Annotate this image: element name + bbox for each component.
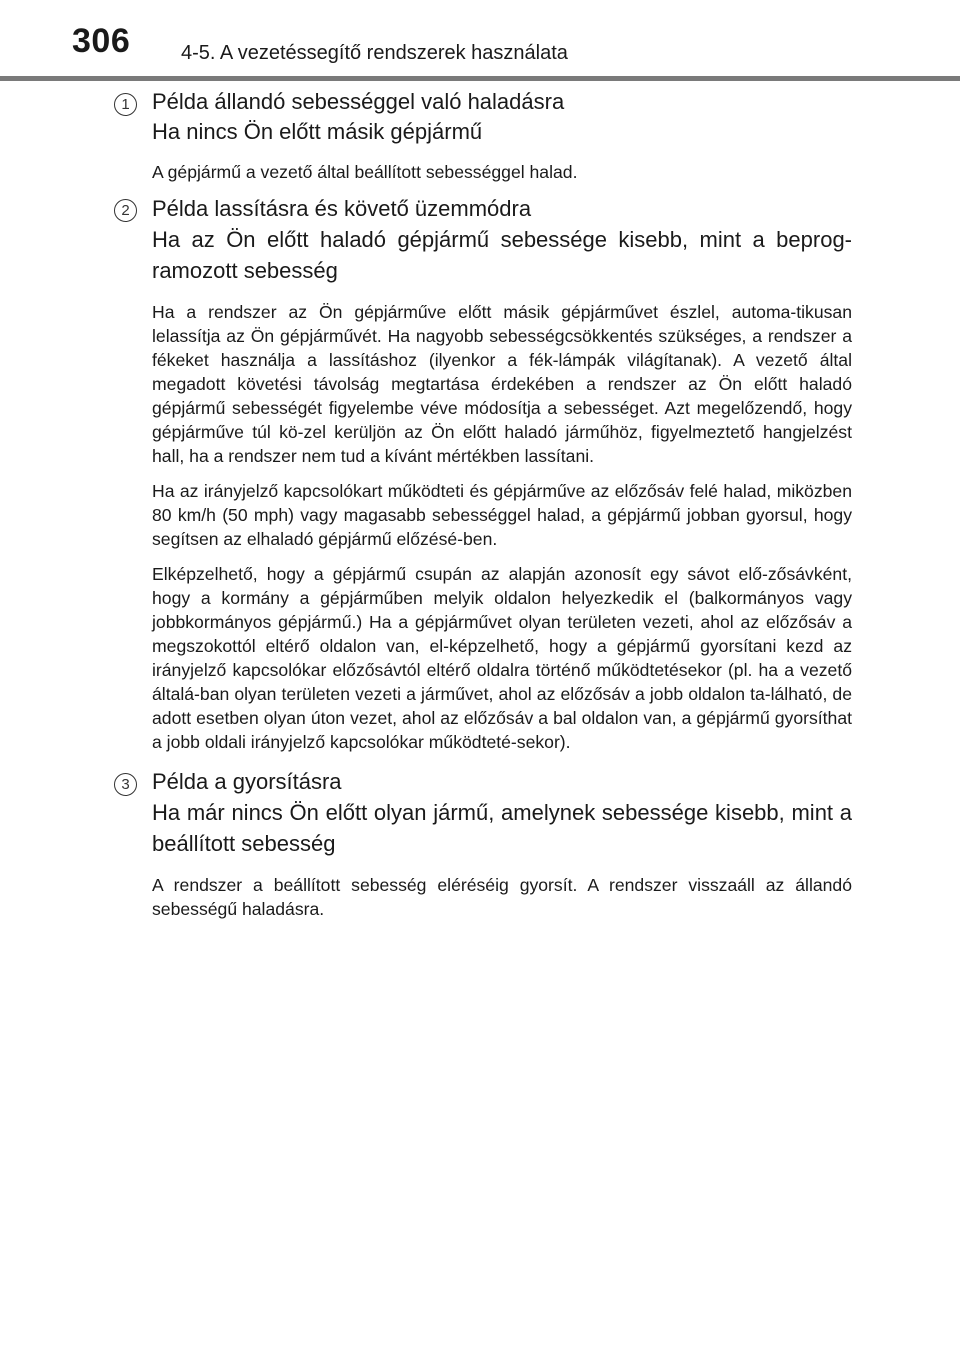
section-title: Példa lassításra és követő üzemmódra (152, 196, 532, 221)
header-divider (0, 76, 960, 81)
section-paragraph: A gépjármű a vezető által beállított sebességgel halad. (152, 162, 578, 182)
chapter-title: 4-5. A vezetéssegítő rendszerek használata (181, 42, 568, 64)
section-1 (0, 87, 960, 184)
section-number-badge: 3 (114, 773, 137, 796)
section-number-badge: 2 (114, 199, 137, 222)
section-subtitle: Ha már nincs Ön előtt olyan jármű, amelynek sebessége kisebb, mint a beállított sebesség (152, 800, 852, 856)
section-subtitle: Ha az Ön előtt haladó gépjármű sebessége kisebb, mint a beprog-ramozott sebesség (152, 227, 852, 283)
section-number-badge: 1 (114, 93, 137, 116)
page-content (0, 84, 960, 921)
page-number: 306 (72, 22, 131, 60)
page-header (0, 0, 960, 80)
section-paragraph: Elképzelhető, hogy a gépjármű csupán az alapján azonosít egy sávot elő-zősávként, hogy a kormány a gépjárműben melyik oldalon helyezkedik el (balkormányos vagy jobbkormányos gépjármű.) Ha a gépjárművet olyan területen vezeti, ahol az előzősáv a megszokottól eltérő oldalon van, el-képzelhető, hogy a gépjármű gyorsítani kezd az irányjelző kapcsolókar előzősávtól eltérő oldalra történő működtetésekor (pl. ha a vezető általá-ban olyan területen vezeti a járművet, ahol az előzősáv a jobb oldalon ta-lálható, de adott esetben olyan úton vezet, ahol az előzősáv a bal oldalon van, a gépjármű gyorsíthat a jobb oldali irányjelző kapcsolókar működteté-sekor). (152, 564, 852, 752)
section-2 (0, 194, 960, 754)
section-paragraph: Ha a rendszer az Ön gépjárművе előtt másik gépjárművet észlel, automa-tikusan lelassítja az Ön gépjárművét. Ha nagyobb sebességcsökkentés szükséges, a rendszer a fékeket használja a lassításhoz (ilyenkor a fék-lámpák világítanak). A vezető által megadott követési távolság megtartása érdekében a rendszer az Ön előtt haladó gépjármű sebességét figyelembe véve módosítja a sebességet. Azt megelőzendő, hogy gépjárművе túl kö-zel kerüljön az Ön előtt haladó járműhöz, figyelmeztető hangjelzést hall, ha a rendszer nem tud a kívánt mértékben lassítani. (152, 302, 852, 466)
section-subtitle: Ha nincs Ön előtt másik gépjármű (152, 119, 483, 144)
section-title: Példa állandó sebességgel való haladásra (152, 89, 565, 114)
section-paragraph: Ha az irányjelző kapcsolókart működteti és gépjárművе az előzősáv felé halad, miközben 80 km/h (50 mph) vagy magasabb sebességgel halad, a gépjármű jobban gyorsul, hogy segítsen az elhaladó gépjármű előzésé-ben. (152, 481, 852, 549)
section-title: Példa a gyorsításra (152, 769, 342, 794)
section-3 (0, 767, 960, 921)
section-paragraph: A rendszer a beállított sebesség eléréséig gyorsít. A rendszer visszaáll az állandó sebességű haladásra. (152, 875, 852, 919)
